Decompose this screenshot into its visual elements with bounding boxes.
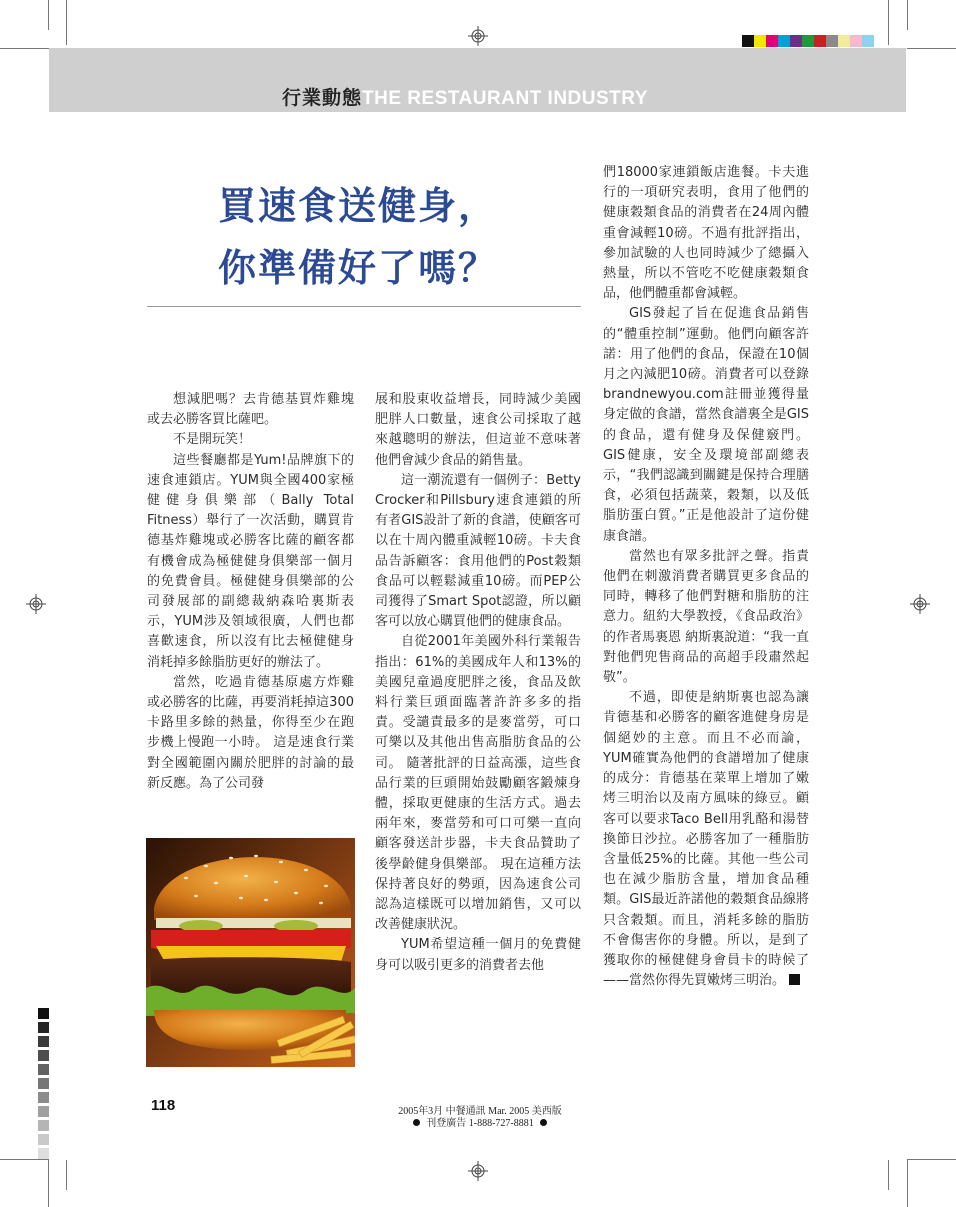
registration-mark-icon (468, 1161, 488, 1181)
paragraph: 這些餐廳都是Yum!品牌旗下的速食連鎖店。YUM與全國400家極健健身俱樂部（Bally Total Fitness）舉行了一次活動，購買肯德基炸雞塊或必勝客比薩的顧客都有機會成為極健健身俱樂部一個月的免費會員。極健健身俱樂部的公司發展部的副總裁納森哈裏斯表示，YUM涉及領域很廣，人們也都喜歡速食，所以沒有比去極健健身消耗掉多餘脂肪更好的辦法了。 (147, 452, 354, 670)
grey-step (38, 1036, 49, 1047)
crop-mark (0, 48, 49, 49)
paragraph: 自從2001年美國外科行業報告指出：61%的美國成年人和13%的美國兒童過度肥胖之後，食品及飲料行業巨頭面臨著許許多多的指責。受譴責最多的是麥當勞，可口可樂以及其他出售高脂肪食品的公司。 隨著批評的日益高漲，這些食品行業的巨頭開始鼓勵顧客鍛煉身體，採取更健康的生活方式。過去兩年來，麥當勞和可口可樂一直向顧客發送計步器，卡夫食品贊助了後學齡健身俱樂部。 現在這種方法保持著良好的勢頭，因為速食公司認為這樣既可以增加銷售，又可以改善健康狀況。 (375, 634, 581, 933)
paragraph: 想減肥嗎？去肯德基買炸雞塊或去必勝客買比薩吧。 (147, 392, 354, 428)
registration-mark-icon (26, 594, 46, 614)
color-swatch (742, 35, 754, 47)
bullet-icon (540, 1119, 547, 1126)
footer-line-1: 2005年3月 中餐通訊 Mar. 2005 美西版 (398, 1106, 562, 1117)
grey-step (38, 1078, 49, 1089)
color-swatch (826, 35, 838, 47)
crop-mark (907, 48, 956, 49)
print-color-bar (742, 35, 874, 47)
article-column-2 (375, 390, 581, 976)
paragraph: 這一潮流還有一個例子：Betty Crocker和Pillsbury速食連鎖的所有者GIS設計了新的食譜，使顧客可以在十周內體重減輕10磅。卡夫食品告訴顧客：食用他們的Post穀類食品可以輕鬆減重10磅。而PEP公司獲得了Smart Spot認證，所以顧客可以放心購買他們的健康食品。 (375, 472, 581, 630)
color-swatch (862, 35, 874, 47)
color-swatch (790, 35, 802, 47)
grey-step (38, 1064, 49, 1075)
crop-mark (907, 0, 908, 30)
color-swatch (850, 35, 862, 47)
headline-line-2: 你準備好了嗎？ (218, 246, 499, 290)
paragraph-text: 不過，即使是納斯裏也認為讓肯德基和必勝客的顧客進健身房是個絕妙的主意。而且不必而論，YUM確實為他們的食譜增加了健康的成分：肯德基在菜單上增加了嫩烤三明治以及南方風味的綠豆。顧客可以要求Taco Bell用乳酪和湯替換節日沙拉。必勝客加了一種脂肪含量低25%的比薩。其他一些公司也在減少脂肪含量，增加食品種類。GIS最近許諾他的穀類食品線將只含穀類。而且，消耗多餘的脂肪不會傷害你的身體。所以，是到了獲取你的極健健身會員卡的時候了——當然你得先買嫩烤三明治。 (603, 690, 809, 989)
bullet-icon (413, 1119, 420, 1126)
grey-step (38, 1148, 49, 1159)
burger-image (146, 838, 355, 1067)
crop-mark (48, 0, 49, 30)
footer-ad-line: 刊登廣告 1-888-727-8881 (426, 1118, 534, 1129)
color-swatch (766, 35, 778, 47)
section-title (282, 83, 648, 109)
article-headline (218, 175, 558, 299)
paragraph: YUM希望這種一個月的免費健身可以吸引更多的消費者去他 (375, 937, 581, 973)
crop-mark (48, 1160, 49, 1207)
page-footer (380, 1106, 580, 1130)
paragraph: GIS發起了旨在促進食品銷售的“體重控制”運動。他們向顧客許諾：用了他們的食品，保證在10個月之內減肥10磅。消費者可以登錄brandnewyou.com註冊並獲得量身定做的食譜，當然食譜裏全是GIS的食品，還有健身及保健竅門。 GIS健康，安全及環境部副總表示，“我們認識到關鍵是保持合理膳食，必須包括蔬菜，穀類，以及低脂肪蛋白質。”正是他設計了這份健康食譜。 (603, 306, 809, 544)
color-swatch (814, 35, 826, 47)
crop-mark (66, 1160, 67, 1190)
paragraph: 展和股東收益增長，同時減少美國肥胖人口數量，速食公司採取了越來越聰明的辦法，但這並不意味著他們會減少食品的銷售量。 (375, 392, 581, 468)
paragraph: 當然也有眾多批評之聲。指責他們在刺激消費者購買更多食品的同時，轉移了他們對糖和脂肪的注意力。紐約大學教授，《食品政治》的作者馬裏恩 納斯裏說道：“我一直對他們兜售商品的高超手段肅然起敬”。 (603, 548, 809, 686)
paragraph (603, 688, 809, 991)
grey-step (38, 1022, 49, 1033)
headline-divider (147, 306, 581, 307)
article-column-1 (147, 390, 354, 794)
end-of-article-icon (789, 974, 800, 985)
color-swatch (838, 35, 850, 47)
grey-step (38, 1050, 49, 1061)
grey-scale-strip (38, 1008, 49, 1162)
color-swatch (778, 35, 790, 47)
paragraph: 們18000家連鎖飯店進餐。卡夫進行的一項研究表明，食用了他們的健康穀類食品的消費者在24周內體重會減輕10磅。不過有批評指出，參加試驗的人也同時減少了總攝入熱量，所以不管吃不吃健康穀類食品，他們體重都會減輕。 (603, 165, 809, 302)
paragraph: 不是開玩笑！ (173, 432, 252, 448)
grey-step (38, 1092, 49, 1103)
page-number: 118 (151, 1097, 176, 1114)
crop-mark (907, 1159, 956, 1160)
crop-mark (888, 1160, 889, 1190)
section-title-zh: 行業動態 (282, 87, 363, 109)
registration-mark-icon (910, 594, 930, 614)
article-column-3 (603, 163, 809, 991)
burger-photo (146, 838, 355, 1067)
color-swatch (754, 35, 766, 47)
paragraph: 當然，吃過肯德基原處方炸雞或必勝客的比薩，再要消耗掉這300卡路里多餘的熱量，你得至少在跑步機上慢跑一小時。 這是速食行業對全國範圍內關於肥胖的討論的最新反應。為了公司發 (147, 674, 354, 791)
crop-mark (907, 1160, 908, 1207)
color-swatch (802, 35, 814, 47)
grey-step (38, 1120, 49, 1131)
section-title-en: THE RESTAURANT INDUSTRY (362, 88, 648, 109)
grey-step (38, 1106, 49, 1117)
footer-line-2 (380, 1118, 580, 1130)
crop-mark (888, 0, 889, 45)
grey-step (38, 1008, 49, 1019)
registration-mark-icon (468, 26, 488, 46)
grey-step (38, 1134, 49, 1145)
headline-line-1: 買速食送健身， (218, 184, 499, 228)
crop-mark (66, 0, 67, 45)
